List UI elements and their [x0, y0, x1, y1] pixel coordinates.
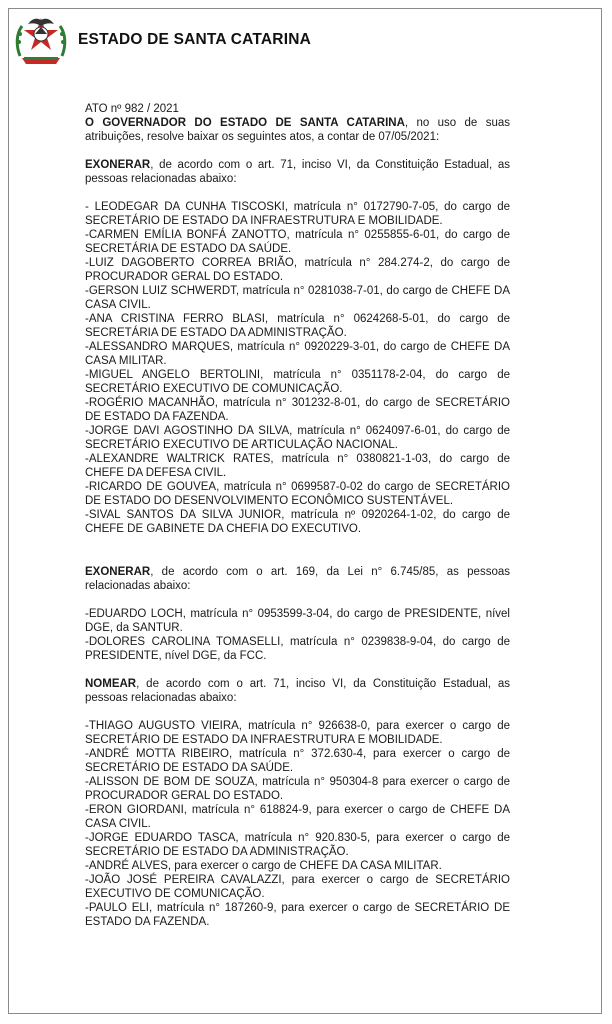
section1-verb: EXONERAR [85, 159, 151, 171]
list-item: -GERSON LUIZ SCHWERDT, matrícula n° 0281038-7-01, do cargo de CHEFE DA CASA CIVIL. [85, 285, 510, 311]
document-body [85, 102, 510, 929]
list-item: -JORGE DAVI AGOSTINHO DA SILVA, matrícula n° 0624097-6-01, do cargo de SECRETÁRIO EXECUTIVO DE ARTICULAÇÃO NACIONAL. [85, 425, 510, 451]
list-item: -RICARDO DE GOUVEA, matrícula n° 0699587-0-02 do cargo de SECRETÁRIO DE ESTADO DO DESENVOLVIMENTO ECONÔMICO SUSTENTÁVEL. [85, 481, 510, 507]
list-item: -ANDRÉ ALVES, para exercer o cargo de CHEFE DA CASA MILITAR. [85, 860, 442, 872]
section1-text: , de acordo com o art. 71, inciso VI, da Constituição Estadual, as pessoas relacionadas abaixo: [85, 159, 510, 185]
governor-title: O GOVERNADOR DO ESTADO DE SANTA CATARINA [85, 117, 405, 129]
list-item: -DOLORES CAROLINA TOMASELLI, matrícula n° 0239838-9-04, do cargo de PRESIDENTE, nível DGE, da FCC. [85, 636, 510, 662]
document-header [14, 12, 311, 68]
list-item: -JORGE EDUARDO TASCA, matrícula n° 920.830-5, para exercer o cargo de SECRETÁRIO DE ESTADO DA ADMINISTRAÇÃO. [85, 832, 510, 858]
section2-heading [85, 565, 510, 593]
list-item: -ERON GIORDANI, matrícula n° 618824-9, para exercer o cargo de CHEFE DA CASA CIVIL. [85, 804, 510, 830]
list-item: -SIVAL SANTOS DA SILVA JUNIOR, matrícula nº 0920264-1-02, do cargo de CHEFE DE GABINETE DA CHEFIA DO EXECUTIVO. [85, 509, 510, 535]
section2-list [85, 607, 510, 663]
list-item: -PAULO ELI, matrícula n° 187260-9, para exercer o cargo de SECRETÁRIO DE ESTADO DA FAZENDA. [85, 902, 510, 928]
list-item: -EDUARDO LOCH, matrícula n° 0953599-3-04, do cargo de PRESIDENTE, nível DGE, da SANTUR. [85, 608, 510, 634]
list-item: - LEODEGAR DA CUNHA TISCOSKI, matrícula n° 0172790-7-05, do cargo de SECRETÁRIO DE ESTADO DA INFRAESTRUTURA E MOBILIDADE. [85, 201, 510, 227]
list-item: -ALISSON DE BOM DE SOUZA, matrícula n° 950304-8 para exercer o cargo de PROCURADOR GERAL DO ESTADO. [85, 776, 510, 802]
intro-paragraph [85, 116, 510, 144]
act-number: ATO nº 982 / 2021 [85, 103, 179, 115]
list-item: -ALESSANDRO MARQUES, matrícula n° 0920229-3-01, do cargo de CHEFE DA CASA MILITAR. [85, 341, 510, 367]
list-item: -ROGÉRIO MACANHÃO, matrícula n° 301232-8-01, do cargo de SECRETÁRIO DE ESTADO DA FAZENDA. [85, 397, 510, 423]
section3-list [85, 719, 510, 929]
list-item: -ANDRÉ MOTTA RIBEIRO, matrícula n° 372.630-4, para exercer o cargo de SECRETÁRIO DE ESTADO DA SAÚDE. [85, 748, 510, 774]
list-item: -JOÃO JOSÉ PEREIRA CAVALAZZI, para exercer o cargo de SECRETÁRIO EXECUTIVO DE COMUNICAÇÃO. [85, 874, 510, 900]
section3-verb: NOMEAR [85, 678, 137, 690]
list-item: -ANA CRISTINA FERRO BLASI, matrícula n° 0624268-5-01, do cargo de SECRETÁRIA DE ESTADO DA ADMINISTRAÇÃO. [85, 313, 510, 339]
header-title: ESTADO DE SANTA CATARINA [78, 31, 311, 48]
coat-of-arms-icon [14, 12, 68, 68]
intro-text: , no uso de suas atribuições, resolve baixar os seguintes atos, a contar de 07/05/2021: [85, 117, 510, 143]
section3-heading [85, 677, 510, 705]
list-item: -MIGUEL ANGELO BERTOLINI, matrícula n° 0351178-2-04, do cargo de SECRETÁRIO EXECUTIVO DE COMUNICAÇÃO. [85, 369, 510, 395]
section1-list [85, 200, 510, 536]
list-item: -LUIZ DAGOBERTO CORREA BRIÃO, matrícula n° 284.274-2, do cargo de PROCURADOR GERAL DO ESTADO. [85, 257, 510, 283]
list-item: -CARMEN EMÍLIA BONFÁ ZANOTTO, matrícula n° 0255855-6-01, do cargo de SECRETÁRIA DE ESTADO DA SAÚDE. [85, 229, 510, 255]
section2-text: , de acordo com o art. 169, da Lei n° 6.745/85, as pessoas relacionadas abaixo: [85, 566, 510, 592]
section2-verb: EXONERAR [85, 566, 151, 578]
section1-heading [85, 158, 510, 186]
section3-text: , de acordo com o art. 71, inciso VI, da Constituição Estadual, as pessoas relacionadas abaixo: [85, 678, 510, 704]
list-item: -ALEXANDRE WALTRICK RATES, matrícula n° 0380821-1-03, do cargo de CHEFE DA DEFESA CIVIL. [85, 453, 510, 479]
list-item: -THIAGO AUGUSTO VIEIRA, matrícula n° 926638-0, para exercer o cargo de SECRETÁRIO DE ESTADO DA INFRAESTRUTURA E MOBILIDADE. [85, 720, 510, 746]
